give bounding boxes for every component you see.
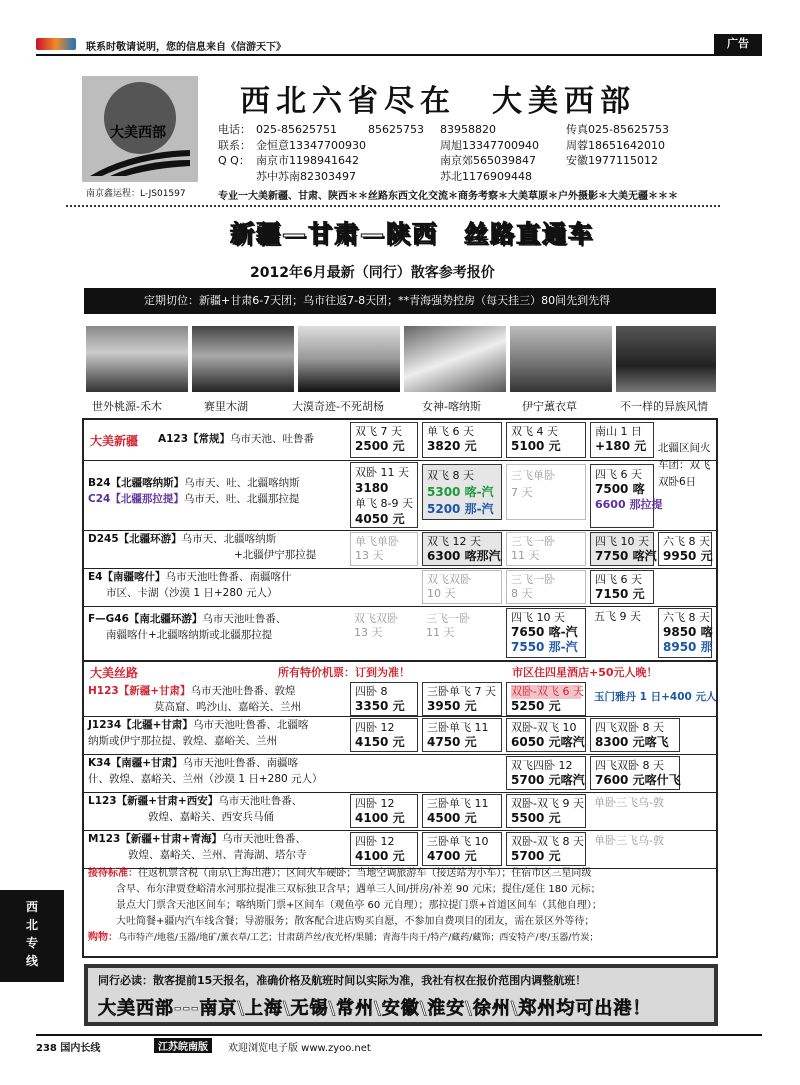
- section-xinjiang: 大美新疆: [90, 434, 139, 448]
- a123-price-4: 南山 1 日 +180 元: [590, 422, 654, 458]
- phone-label: 电话：: [218, 123, 251, 136]
- m123-price-3: 双卧-双飞 8 天 5700 元: [506, 832, 586, 866]
- hotel-note: 市区住四星酒店+50元人晚！: [512, 666, 658, 679]
- road-icon: [90, 142, 190, 176]
- qq-2: 南京郊565039847: [440, 154, 536, 167]
- l123-route-2: 敦煌、嘉峪关、西安兵马俑: [148, 811, 274, 823]
- photo-strip: [86, 326, 716, 392]
- k34-price-3: 双飞四卧 12 5700 元喀汽: [506, 756, 586, 790]
- ad-badge: 广告: [714, 34, 762, 54]
- photo-sayram-lake: [192, 326, 294, 392]
- price-subtitle: 2012年6月最新（同行）散客参考报价: [250, 265, 495, 281]
- tagline: 专业一大美新疆、甘肃、陕西＊＊丝路东西文化交流＊商务考察＊大美草原＊户外摄影＊大美无疆＊＊＊: [218, 191, 678, 202]
- b24-price-1: 双卧 11 天 3180 单飞 8-9 天 4050 元: [350, 462, 418, 528]
- top-header: [36, 36, 762, 56]
- m123-price-4: 单卧三飞乌-敦: [590, 832, 680, 852]
- standards-line-4: 大吐简餐+疆内汽车线含餐；导游服务；散客配合进店购买自愿，不参加自费项目的团友，需在景区外等待；: [116, 916, 595, 927]
- fg46-price-1: 双飞双卧 13 天: [350, 610, 418, 644]
- qq-1: 南京市1198941642: [256, 154, 359, 167]
- a123-price-1: 双飞 7 天 2500 元: [350, 422, 418, 458]
- h123-price-2: 三卧单飞 7 天 3950 元: [422, 682, 502, 716]
- h123-price-4: 玉门雅丹 1 日+400 元人: [594, 691, 717, 703]
- qq-4: 苏中苏南82303497: [256, 169, 356, 183]
- standards-label: 接待标准：: [88, 868, 138, 879]
- fixed-departures-bar: 定期切位：新疆+甘肃6-7天团；乌市往返7-8天团；**青海强势控房（每天挂三）80间先到先得: [84, 288, 716, 314]
- booking-notice: 同行必读：散客提前15天报名，准确价格及航班时间以实际为准，我社有权在报价范围内调整航班！: [98, 974, 587, 987]
- j1234-price-1: 四卧 12 4150 元: [350, 718, 418, 752]
- a123-route: A123【常规】乌市天池、吐鲁番: [158, 433, 315, 445]
- fg46-price-2: 三飞一卧 11 天: [422, 610, 502, 644]
- header-note: 联系时敬请说明，您的信息来自《信游天下》: [86, 42, 286, 53]
- phone-3: 83958820: [440, 123, 496, 136]
- qq-5: 苏北1176909448: [440, 169, 532, 183]
- photo-hemu: [86, 326, 188, 392]
- caption-5: 伊宁薰衣草: [522, 400, 577, 413]
- qq-label: Q Q：: [218, 154, 250, 167]
- photo-ethnic: [616, 326, 716, 392]
- departure-cities: 大美西部---南京\上海\无锡\常州\安徽\淮安\徐州\郑州均可出港！: [98, 998, 652, 1019]
- l123-price-4: 单卧三飞乌-敦: [590, 794, 680, 814]
- page-number: 238 国内长线: [36, 1043, 101, 1054]
- m123-price-2: 三卧单飞 10 4700 元: [422, 832, 502, 866]
- edition-badge: 江苏皖南版: [154, 1038, 212, 1053]
- north-train-note: 北疆区间火车团：双飞双卧6日: [658, 442, 711, 488]
- d245-price-1: 单飞单卧 13 天: [350, 532, 418, 566]
- j1234-price-4: 四飞双卧 8 天 8300 元喀飞: [590, 718, 680, 752]
- contact-person-3: 周蓉18651642010: [566, 138, 665, 152]
- b24-price-2: 双飞 8 天 5300 喀-汽 5200 那-汽: [422, 464, 502, 520]
- publisher-logo: [36, 38, 76, 50]
- standards-line-1: 往返机票含税（南京\上海出港）；区间火车硬卧；当地空调旅游车（接送站为小车）；住宿市区三星同级: [138, 868, 592, 879]
- l123-price-3: 双卧-双飞 9 天 5500 元: [506, 794, 586, 828]
- photo-lavender: [510, 326, 612, 392]
- d245-route: D245【北疆环游】乌市天、北疆喀纳斯: [88, 533, 277, 545]
- caption-1: 世外桃源-禾木: [92, 400, 162, 413]
- l123-route: L123【新疆+甘肃+西安】乌市天池吐鲁番、: [88, 795, 303, 807]
- license-number: 南京鑫运程：L-JS01597: [86, 189, 186, 199]
- j1234-price-2: 三卧单飞 11 4750 元: [422, 718, 502, 752]
- d245-route-2: +北疆伊宁那拉提: [234, 549, 317, 561]
- b24-price-4: 四飞 6 天 7500 喀 6600 那拉提: [590, 464, 654, 528]
- m123-price-1: 四卧 12 4100 元: [350, 832, 418, 866]
- fg46-route-2: 南疆喀什+北疆喀纳斯或北疆那拉提: [106, 629, 273, 641]
- d245-price-4: 四飞 10 天 7750 喀汽: [590, 532, 654, 566]
- standards-line-3: 景点大门票含天池区间车；喀纳斯门票+区间车（观鱼亭 60 元自理）；那拉提门票+首道区间车（其他自理）；: [116, 900, 602, 911]
- contact-person-2: 周旭13347700940: [440, 138, 539, 152]
- j1234-price-3: 双卧-双飞 10 6050 元喀汽: [506, 718, 586, 752]
- j1234-route: J1234【北疆+甘肃】乌市天池吐鲁番、北疆喀: [88, 719, 309, 731]
- phone-1: 025-85625751: [256, 123, 337, 136]
- j1234-route-2: 纳斯或伊宁那拉提、敦煌、嘉峪关、兰州: [88, 735, 277, 747]
- phone-2: 85625753: [368, 123, 424, 136]
- divider: [66, 205, 720, 207]
- contact-person-1: 金恒意13347700930: [256, 138, 366, 152]
- h123-price-1: 四卧 8 3350 元: [350, 682, 418, 716]
- e4-route: E4【南疆喀什】乌市天池吐鲁番、南疆喀什: [88, 571, 292, 583]
- e4-price-2: 双飞双卧 10 天: [422, 570, 502, 604]
- m123-route: M123【新疆+甘肃+青海】乌市天池吐鲁番、: [88, 833, 306, 845]
- d245-price-3: 三飞一卧 11 天: [506, 532, 586, 566]
- section-silk-road: 大美丝路: [90, 666, 139, 680]
- l123-price-1: 四卧 12 4100 元: [350, 794, 418, 828]
- caption-4: 女神-喀纳斯: [422, 400, 481, 413]
- e4-route-2: 市区、卡湖（沙漠 1 日+280 元人）: [106, 587, 278, 599]
- headline: 西北六省尽在 大美西部: [240, 84, 636, 119]
- caption-3: 大漠奇迹-不死胡杨: [292, 400, 384, 413]
- side-tab: 西北专线: [0, 890, 64, 982]
- h123-price-3: 双卧-双飞 6 天 5250 元: [506, 682, 586, 716]
- k34-route: K34【南疆+甘肃】乌市天池吐鲁番、南疆喀: [88, 757, 299, 769]
- k34-price-4: 四飞双卧 8 天 7600 元喀什飞: [590, 756, 680, 790]
- standards-line-2: 含早、布尔津贾登峪清水河那拉提准三双标独卫含早；遇单三人间/拼房/补差 90 元床；提住/延住 180 元标；: [116, 884, 601, 895]
- fax: 传真025-85625753: [566, 123, 669, 136]
- e4-price-3: 三飞一卧 8 天: [506, 570, 586, 604]
- m123-route-2: 敦煌、嘉峪关、兰州、青海湖、塔尔寺: [128, 849, 307, 861]
- website-link[interactable]: 欢迎浏览电子版 www.zyoo.net: [228, 1043, 371, 1054]
- route-title: 新疆—甘肃—陕西 丝路直通车: [230, 220, 594, 248]
- d245-price-5: 六飞 8 天 9950 元: [658, 532, 712, 566]
- fg46-price-3: 四飞 10 天 7650 喀-汽 7550 那-汽: [506, 608, 586, 658]
- photo-populus: [298, 326, 400, 392]
- b24-route: B24【北疆喀纳斯】乌市天、吐、北疆喀纳斯: [88, 477, 300, 489]
- departure-banner: [84, 964, 718, 1026]
- l123-price-2: 三卧单飞 11 4500 元: [422, 794, 502, 828]
- fg46-price-5: 六飞 8 天 9850 喀 8950 那: [658, 608, 712, 658]
- e4-price-4: 四飞 6 天 7150 元: [590, 570, 654, 604]
- a123-price-2: 单飞 6 天 3820 元: [422, 422, 502, 458]
- k34-route-2: 什、敦煌、嘉峪关、兰州（沙漠 1 日+280 元人）: [88, 773, 323, 785]
- logo-text: 大美西部: [110, 125, 166, 141]
- qq-3: 安徽1977115012: [566, 154, 658, 167]
- reception-standards: [88, 866, 712, 946]
- page-footer: [36, 1034, 762, 1052]
- h123-route: H123【新疆+甘肃】乌市天池吐鲁番、敦煌: [88, 685, 296, 697]
- b24-price-3: 三飞单卧 7 天: [506, 464, 586, 520]
- shopping-label: 购物：: [88, 932, 118, 943]
- fg46-route: F—G46【南北疆环游】乌市天池吐鲁番、: [88, 613, 287, 625]
- fg46-price-4: 五飞 9 天: [590, 608, 654, 642]
- ticket-note: 所有特价机票：订到为准！: [278, 666, 410, 679]
- d245-price-2: 双飞 12 天 6300 喀那汽: [422, 532, 502, 566]
- agency-logo: [82, 76, 198, 182]
- h123-route-2: 莫高窟、鸣沙山、嘉峪关、兰州: [154, 701, 301, 713]
- photo-kanas: [404, 326, 506, 392]
- caption-2: 赛里木湖: [204, 400, 248, 413]
- caption-6: 不一样的异族风情: [620, 400, 708, 413]
- a123-price-3: 双飞 4 天 5100 元: [506, 422, 586, 458]
- c24-route: C24【北疆那拉提】乌市天、吐、北疆那拉提: [88, 493, 300, 505]
- shopping-line: 乌市特产/地毯/玉器/地矿/薰衣草/工艺；甘肃葫芦丝/夜光杯/果脯；青海牛肉干/特产/藏药/藏饰；西安特产/枣/玉器/竹炭；: [118, 933, 599, 943]
- contact-label: 联系：: [218, 138, 251, 152]
